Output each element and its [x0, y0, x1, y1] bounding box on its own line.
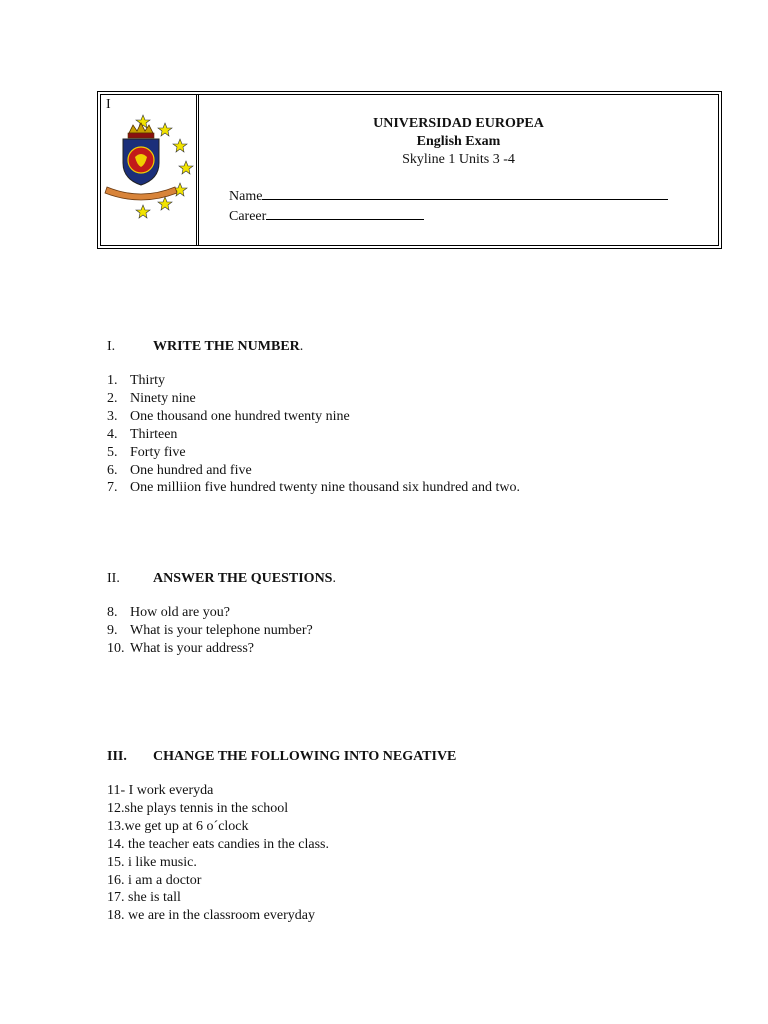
section-title [153, 571, 336, 587]
star-icon [158, 197, 172, 210]
list-item [107, 372, 520, 390]
item-text: One thousand one hundred twenty nine [130, 408, 350, 424]
item-number: 10. [107, 640, 125, 656]
item-text: Forty five [130, 444, 186, 460]
section-number: II. [107, 571, 120, 586]
item-number: 8. [107, 605, 118, 620]
corner-label: I [106, 97, 111, 112]
section-write-number [107, 339, 520, 497]
name-label: Name [229, 189, 263, 204]
star-icon [158, 123, 172, 136]
section-heading [107, 571, 336, 587]
career-field[interactable] [229, 206, 668, 226]
exam-title: English Exam [416, 134, 501, 149]
item-number: 7. [107, 480, 118, 496]
item-text: What is your address? [130, 640, 255, 656]
item-number: 1. [107, 373, 118, 388]
list-item: 12.she plays tennis in the school [107, 800, 289, 816]
exam-header [97, 91, 722, 249]
item-text: One milliion five hundred twenty nine thousand six hundred and two. [130, 480, 520, 496]
career-label: Career [229, 209, 267, 224]
list-item: 18. we are in the classroom everyday [107, 908, 315, 924]
section-negative [107, 749, 456, 925]
list-item: 15. i like music. [107, 854, 197, 870]
item-text: Ninety nine [130, 390, 196, 406]
item-number: 3. [107, 408, 118, 424]
university-crest-logo [101, 105, 196, 235]
career-line[interactable] [266, 206, 424, 220]
section-title-suffix: . [299, 339, 304, 354]
star-icon [136, 205, 150, 218]
list-item [107, 444, 520, 462]
list-item [107, 462, 520, 480]
list-item: 14. the teacher eats candies in the class. [107, 836, 329, 852]
sentence-list [107, 782, 456, 925]
student-fields [229, 186, 668, 226]
item-number: 9. [107, 622, 118, 638]
item-number: 2. [107, 390, 118, 406]
star-icon [173, 139, 187, 152]
item-text: What is your telephone number? [130, 622, 313, 638]
item-text: How old are you? [130, 605, 230, 620]
header-info [199, 95, 718, 245]
item-number: 5. [107, 444, 118, 460]
list-item [107, 479, 520, 497]
name-line[interactable] [262, 186, 668, 200]
list-item [107, 604, 336, 622]
question-list [107, 604, 336, 658]
list-item: 11- I work everyda [107, 783, 214, 798]
section-number: I. [107, 339, 116, 354]
section-heading [107, 749, 456, 765]
item-number: 6. [107, 462, 118, 478]
section-heading [107, 339, 520, 355]
section-title [153, 339, 303, 355]
section-title-text: WRITE THE NUMBER [153, 339, 300, 354]
section-title-text: ANSWER THE QUESTIONS [153, 571, 333, 586]
item-text: Thirteen [130, 426, 178, 442]
university-name: UNIVERSIDAD EUROPEA [373, 116, 544, 131]
course-units: Skyline 1 Units 3 -4 [402, 152, 515, 167]
number-list [107, 372, 520, 497]
section-number: III. [107, 749, 127, 764]
header-titles [199, 115, 718, 169]
list-item [107, 640, 336, 658]
item-number: 4. [107, 426, 118, 442]
section-title-suffix: . [332, 571, 336, 586]
list-item [107, 622, 336, 640]
list-item [107, 408, 520, 426]
list-item: 17. she is tall [107, 890, 181, 906]
section-answer-questions [107, 571, 336, 658]
item-text: Thirty [130, 373, 165, 388]
item-text: One hundred and five [130, 462, 252, 478]
star-icon [179, 161, 193, 174]
list-item [107, 426, 520, 444]
logo-cell [101, 95, 199, 245]
name-field[interactable] [229, 186, 668, 206]
list-item: 13.we get up at 6 o´clock [107, 818, 249, 834]
section-title: CHANGE THE FOLLOWING INTO NEGATIVE [153, 749, 457, 764]
header-table [100, 94, 719, 246]
list-item: 16. i am a doctor [107, 872, 202, 888]
list-item [107, 390, 520, 408]
